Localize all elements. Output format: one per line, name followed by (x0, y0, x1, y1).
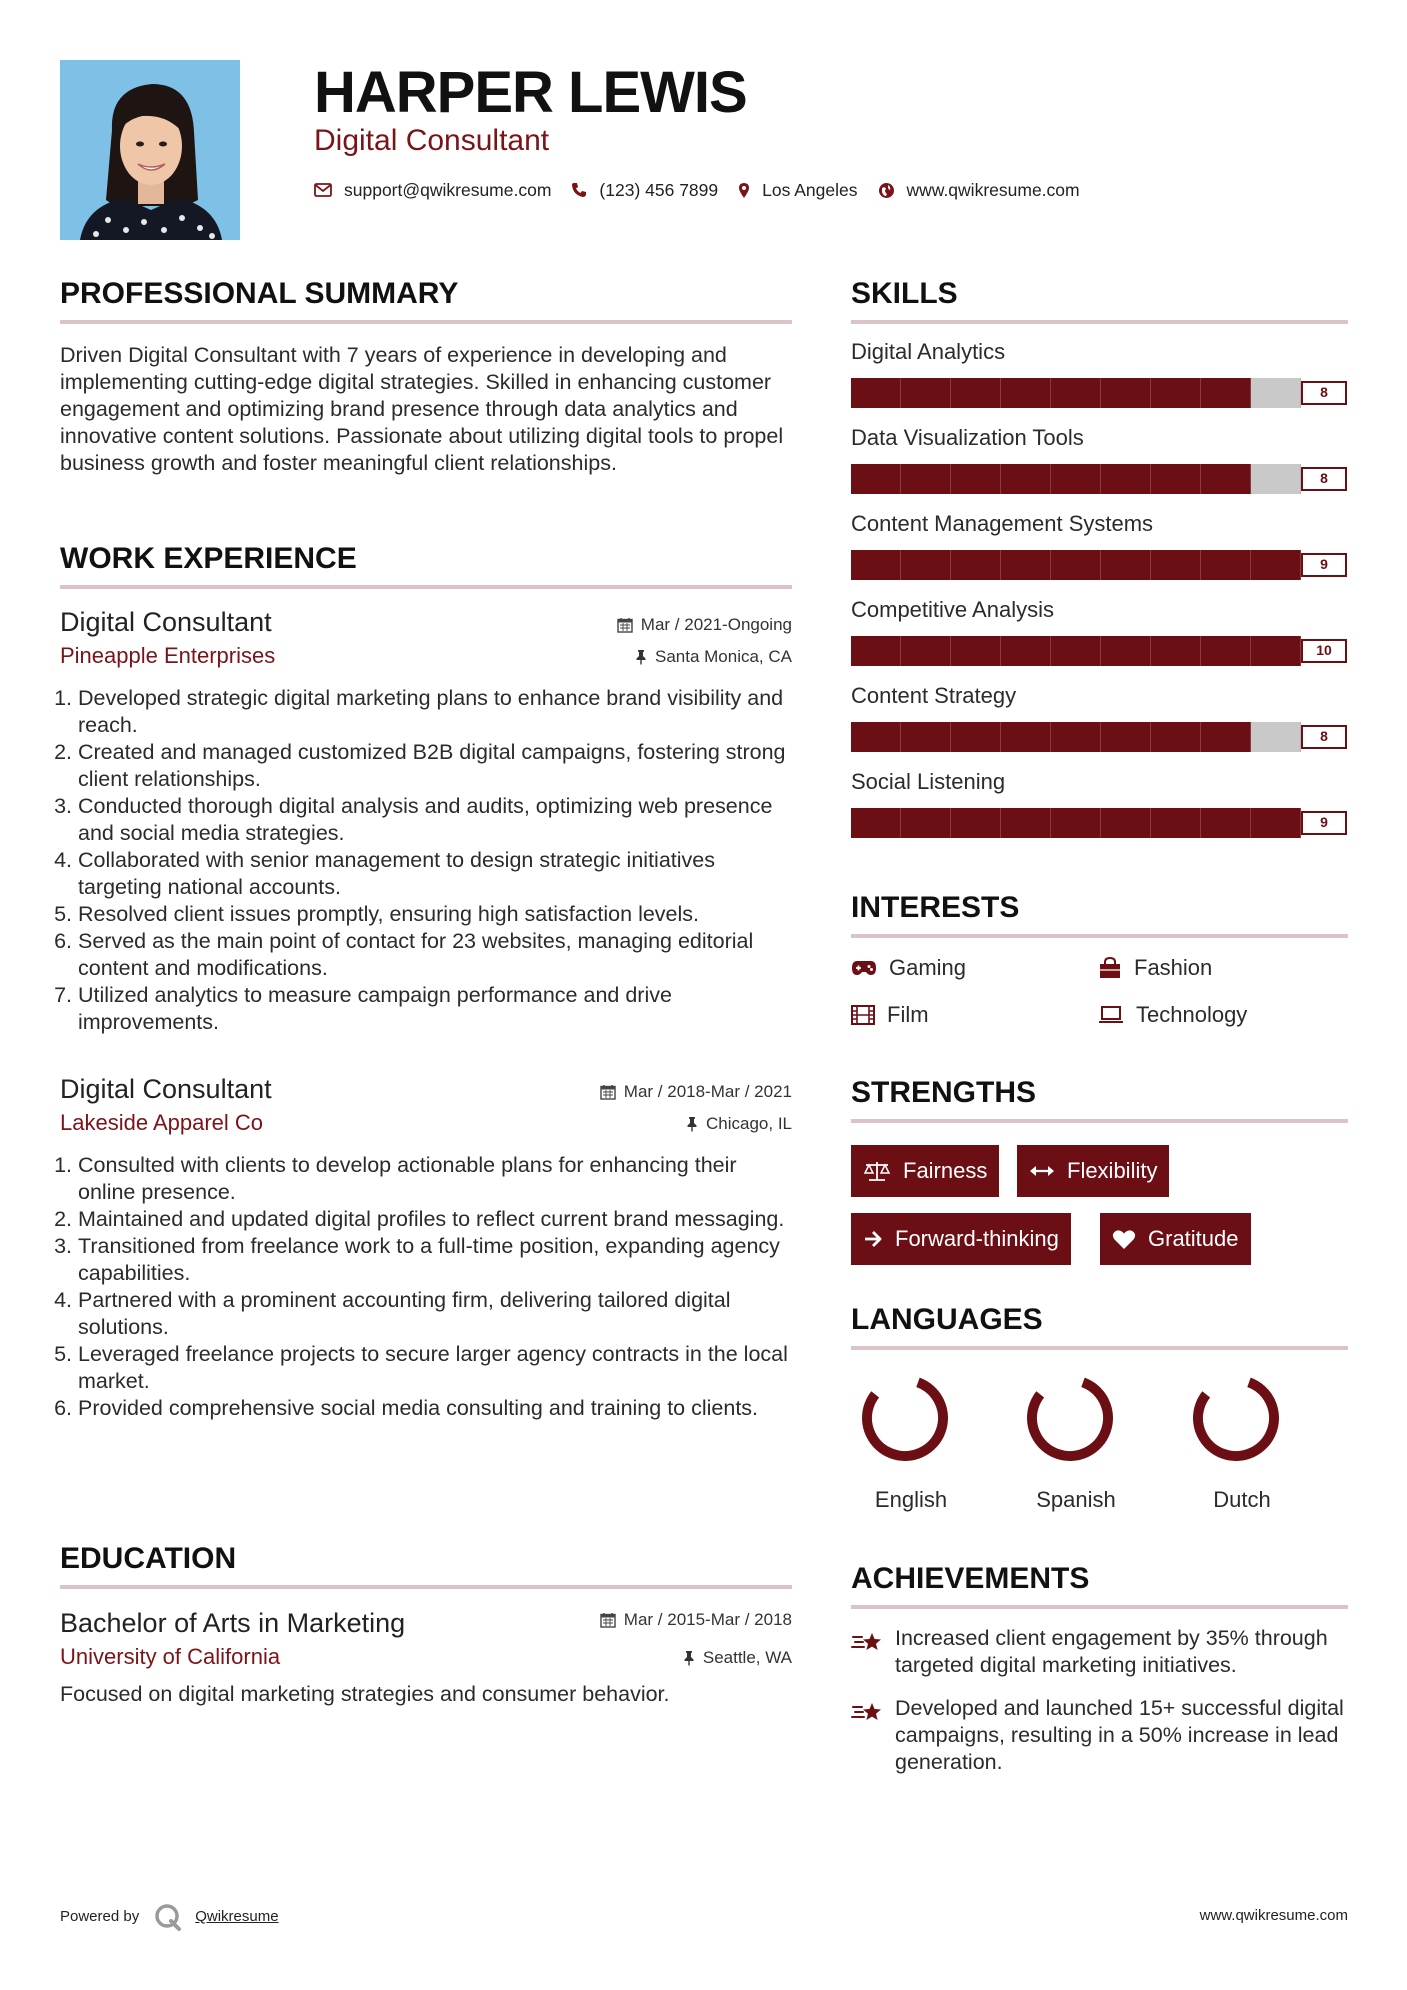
contact-phone-text: (123) 456 7899 (599, 179, 719, 200)
skill-level-bar (851, 464, 1347, 494)
list-item: 1. Consulted with clients to develop actionable plans for enhancing their online presence. (78, 1152, 792, 1206)
phone-icon (571, 182, 587, 198)
experience-rule (60, 585, 792, 589)
contact-phone[interactable] (571, 180, 718, 201)
skill-bar-segment (901, 808, 951, 838)
list-item: 4. Partnered with a prominent accounting firm, delivering tailored digital solutions. (78, 1287, 792, 1341)
skill-bar-segment (1101, 464, 1151, 494)
list-item: 5. Resolved client issues promptly, ensuring high satisfaction levels. (78, 901, 792, 928)
job-title: Digital Consultant (60, 1074, 272, 1104)
skill-bar-segment (1051, 378, 1101, 408)
skill-bar-segment (1151, 464, 1201, 494)
skills-rule (851, 320, 1348, 324)
skill-bar-segment (951, 808, 1001, 838)
skill-bar-segment (1251, 722, 1301, 752)
achievement-item: Increased client engagement by 35% through targeted digital marketing initiatives. (851, 1625, 1348, 1679)
achievements-title: ACHIEVEMENTS (851, 1562, 1090, 1595)
pushpin-icon (686, 1116, 698, 1132)
skill-bar-segment (901, 636, 951, 666)
languages-section (851, 1302, 1348, 1350)
skill-bar-segment (901, 378, 951, 408)
interests-section (851, 890, 1348, 938)
skill-bar-segment (1151, 550, 1201, 580)
skill-level-badge: 9 (1301, 811, 1347, 835)
interests-title: INTERESTS (851, 891, 1020, 924)
gamepad-icon (851, 960, 877, 976)
calendar-icon (600, 1612, 616, 1628)
strength-chip: Fairness (851, 1145, 999, 1197)
skill-bar-segment (851, 378, 901, 408)
contact-email[interactable] (314, 180, 551, 201)
laptop-icon (1098, 1006, 1124, 1024)
skill-bar-segment (1201, 378, 1251, 408)
shopping-bag-icon (1098, 957, 1122, 979)
map-marker-icon (738, 182, 750, 199)
skill-bar-segment (1051, 636, 1101, 666)
skills-list (851, 338, 1348, 838)
skill-bar-segment (901, 464, 951, 494)
summary-rule (60, 320, 792, 324)
list-item: 2. Created and managed customized B2B digital campaigns, fostering strong client relationships. (78, 739, 792, 793)
education-description: Focused on digital marketing strategies and consumer behavior. (60, 1682, 670, 1706)
interest-film: Film (851, 1001, 929, 1029)
skill-level-badge: 9 (1301, 553, 1347, 577)
skill-label: Digital Analytics (851, 339, 1006, 364)
contact-bar (314, 176, 1100, 204)
interests-rule (851, 934, 1348, 938)
list-item: 2. Maintained and updated digital profiles to reflect current brand messaging. (78, 1206, 792, 1233)
skill-bar-segment (1001, 550, 1051, 580)
summary-text: Driven Digital Consultant with 7 years of experience in developing and implementing cutting-edge digital strategies. Skilled in enhancing customer engagement and optimizing brand presence through data analytics and innovative content solutions. Passionate about utilizing digital tools to propel business growth and foster meaningful client relationships. (60, 343, 784, 475)
skill-bar-segment (1251, 808, 1301, 838)
skill-level-bar (851, 636, 1347, 666)
list-item: 3. Transitioned from freelance work to a full-time position, expanding agency capabilities. (78, 1233, 792, 1287)
skill-item (851, 682, 1348, 752)
shooting-star-icon (851, 1699, 885, 1727)
arrow-right-icon (863, 1230, 883, 1248)
achievements-section (851, 1561, 1348, 1776)
job-company: Lakeside Apparel Co (60, 1110, 264, 1135)
skill-bar-segment (1151, 378, 1201, 408)
film-icon (851, 1005, 875, 1025)
skill-bar-segment (1101, 378, 1151, 408)
skill-bar-segment (1251, 636, 1301, 666)
strength-chip: Gratitude (1100, 1213, 1251, 1265)
skill-bar-segment (1101, 722, 1151, 752)
shooting-star-icon (851, 1629, 885, 1657)
skill-bar-segment (951, 464, 1001, 494)
languages-title: LANGUAGES (851, 1303, 1043, 1336)
skill-level-badge: 8 (1301, 725, 1347, 749)
skill-level-badge: 10 (1301, 639, 1347, 663)
skill-bar-segment (1051, 722, 1101, 752)
list-item: 7. Utilized analytics to measure campaign performance and drive improvements. (78, 982, 792, 1036)
skill-bar-segment (951, 636, 1001, 666)
skill-label: Content Strategy (851, 683, 1017, 708)
job-location: Santa Monica, CA (635, 646, 792, 668)
contact-location-text: Los Angeles (762, 179, 858, 200)
skill-item (851, 510, 1348, 580)
interest-fashion: Fashion (1098, 954, 1212, 982)
job-location: Chicago, IL (686, 1113, 792, 1135)
skill-bar-segment (901, 722, 951, 752)
job-bullets (60, 685, 792, 1036)
skill-bar-segment (1251, 378, 1301, 408)
list-item: 3. Conducted thorough digital analysis and audits, optimizing web presence and social media strategies. (78, 793, 792, 847)
strength-chip: Forward-thinking (851, 1213, 1071, 1265)
skills-title: SKILLS (851, 277, 958, 310)
skill-bar-segment (1051, 550, 1101, 580)
job-company: Pineapple Enterprises (60, 643, 276, 668)
skill-bar-segment (851, 550, 901, 580)
skill-label: Content Management Systems (851, 511, 1154, 536)
skill-level-badge: 8 (1301, 381, 1347, 405)
list-item: 1. Developed strategic digital marketing plans to enhance brand visibility and reach. (78, 685, 792, 739)
footer-site-link[interactable]: www.qwikresume.com (1199, 1907, 1348, 1924)
education-title: EDUCATION (60, 1542, 237, 1575)
skill-bar-segment (1051, 464, 1101, 494)
skill-level-bar (851, 808, 1347, 838)
skill-item (851, 424, 1348, 494)
achievements-rule (851, 1605, 1348, 1609)
skill-bar-segment (1251, 464, 1301, 494)
skill-bar-segment (851, 464, 901, 494)
list-item: 4. Collaborated with senior management to design strategic initiatives targeting national accounts. (78, 847, 792, 901)
language-label: Dutch (1213, 1487, 1271, 1512)
skill-bar-segment (1001, 636, 1051, 666)
balance-scale-icon (863, 1160, 891, 1182)
skill-item (851, 596, 1348, 666)
interest-technology: Technology (1098, 1001, 1247, 1029)
skill-level-bar (851, 722, 1347, 752)
skill-label: Competitive Analysis (851, 597, 1054, 622)
skill-bar-segment (1251, 550, 1301, 580)
job-title: Digital Consultant (60, 607, 272, 637)
skill-label: Social Listening (851, 769, 1006, 794)
job-dates: Mar / 2021-Ongoing (617, 614, 792, 636)
experience-section (60, 541, 792, 589)
skill-bar-segment (1001, 378, 1051, 408)
skill-item (851, 338, 1348, 408)
pushpin-icon (683, 1650, 695, 1666)
language-label: English (874, 1487, 948, 1512)
globe-icon (878, 182, 895, 199)
skill-bar-segment (1151, 808, 1201, 838)
education-dates: Mar / 2015-Mar / 2018 (600, 1609, 792, 1631)
language-level-rings (851, 1368, 1348, 1468)
skill-level-badge: 8 (1301, 467, 1347, 491)
arrows-horizontal-icon (1029, 1164, 1055, 1178)
skill-bar-segment (1151, 722, 1201, 752)
language-label: Spanish (1036, 1487, 1116, 1512)
skill-bar-segment (1201, 550, 1251, 580)
candidate-role: Digital Consultant (314, 124, 550, 157)
degree-title: Bachelor of Arts in Marketing (60, 1608, 406, 1638)
strengths-section (851, 1075, 1348, 1123)
summary-section (60, 276, 792, 477)
education-rule (60, 1585, 792, 1589)
list-item: 6. Provided comprehensive social media consulting and training to clients. (78, 1395, 792, 1422)
skill-bar-segment (1101, 808, 1151, 838)
skills-section (851, 276, 1348, 838)
job-dates: Mar / 2018-Mar / 2021 (600, 1081, 792, 1103)
footer-powered-by: Powered by Qwikresume (60, 1902, 279, 1932)
skill-bar-segment (1051, 808, 1101, 838)
skill-bar-segment (851, 636, 901, 666)
languages-rule (851, 1346, 1348, 1350)
achievement-item: Developed and launched 15+ successful digital campaigns, resulting in a 50% increase in lead generation. (851, 1695, 1348, 1776)
skill-label: Data Visualization Tools (851, 425, 1084, 450)
skill-bar-segment (1001, 464, 1051, 494)
footer-brand-link[interactable]: Qwikresume (195, 1908, 279, 1925)
skill-bar-segment (1001, 808, 1051, 838)
skill-bar-segment (1101, 550, 1151, 580)
skill-bar-segment (951, 378, 1001, 408)
qwikresume-logo-icon (153, 1902, 183, 1932)
strengths-title: STRENGTHS (851, 1076, 1037, 1109)
job-entry-2 (60, 1073, 792, 1422)
interest-gaming: Gaming (851, 954, 966, 982)
skill-bar-segment (1151, 636, 1201, 666)
profile-photo (60, 60, 240, 240)
calendar-icon (617, 617, 633, 633)
skill-bar-segment (951, 722, 1001, 752)
strengths-rule (851, 1119, 1348, 1123)
skill-bar-segment (901, 550, 951, 580)
list-item: 5. Leveraged freelance projects to secure larger agency contracts in the local market. (78, 1341, 792, 1395)
pushpin-icon (635, 649, 647, 665)
experience-title: WORK EXPERIENCE (60, 542, 357, 575)
job-bullets (60, 1152, 792, 1422)
job-entry-1 (60, 606, 792, 1036)
skill-bar-segment (851, 808, 901, 838)
skill-level-bar (851, 378, 1347, 408)
contact-email-text: support@qwikresume.com (344, 179, 552, 200)
education-section (60, 1541, 792, 1708)
skill-bar-segment (1201, 636, 1251, 666)
candidate-name: HARPER LEWIS (314, 60, 747, 125)
skill-bar-segment (1201, 464, 1251, 494)
skill-level-bar (851, 550, 1347, 580)
skill-bar-segment (1101, 636, 1151, 666)
skill-bar-segment (951, 550, 1001, 580)
skill-bar-segment (851, 722, 901, 752)
skill-bar-segment (1201, 808, 1251, 838)
contact-location (738, 180, 857, 201)
heart-icon (1112, 1229, 1136, 1250)
calendar-icon (600, 1084, 616, 1100)
education-location: Seattle, WA (683, 1647, 792, 1669)
summary-title: PROFESSIONAL SUMMARY (60, 277, 459, 310)
list-item: 6. Served as the main point of contact for 23 websites, managing editorial content and modifications. (78, 928, 792, 982)
skill-bar-segment (1001, 722, 1051, 752)
strength-chip: Flexibility (1017, 1145, 1169, 1197)
contact-website[interactable] (878, 180, 1080, 201)
skill-bar-segment (1201, 722, 1251, 752)
skill-item (851, 768, 1348, 838)
school-name: University of California (60, 1644, 281, 1669)
envelope-icon (314, 183, 332, 197)
contact-website-text: www.qwikresume.com (906, 179, 1080, 200)
